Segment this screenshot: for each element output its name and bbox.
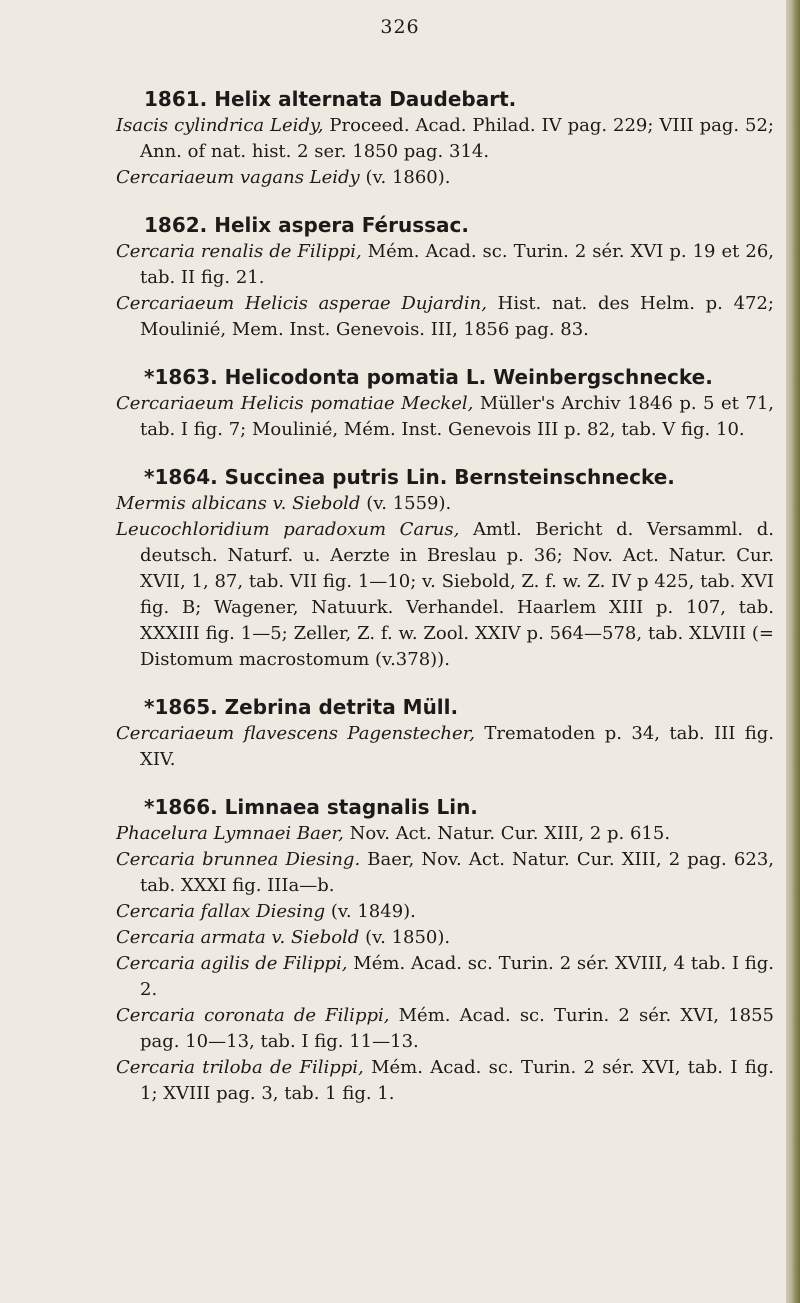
- taxon-name: Cercaria agilis de Filippi,: [116, 953, 348, 974]
- taxon-name: Cercariaeum vagans Leidy: [116, 167, 360, 188]
- reference: [116, 1003, 774, 1055]
- reference: [116, 1055, 774, 1107]
- reference: [116, 239, 774, 291]
- citation: (v. 1849).: [325, 901, 416, 922]
- taxon-name: Cercaria coronata de Filippi,: [116, 1005, 390, 1026]
- entry: [116, 364, 774, 443]
- entry: [116, 694, 774, 773]
- document-body: [116, 86, 774, 1128]
- entry: [116, 86, 774, 191]
- citation: Nov. Act. Natur. Cur. XIII, 2 p. 615.: [343, 823, 671, 844]
- citation: Proceed. Acad. Philad. IV pag. 229; VIII pag. 52; Ann. of nat. hist. 2 ser. 1850 pag. 314.: [140, 115, 774, 162]
- citation: Mém. Acad. sc. Turin. 2 sér. XVI, 1855 pag. 10—13, tab. I fig. 11—13.: [140, 1005, 774, 1052]
- citation: Amtl. Bericht d. Versamml. d. deutsch. Naturf. u. Aerzte in Breslau p. 36; Nov. Act. Natur. Cur. XVII, 1, 87, tab. VII fig. 1—10; v. Siebold, Z. f. w. Z. IV p 425, tab. XVI fig. B; Wagener, Natuurk. Verhandel. Haarlem XIII p. 107, tab. XXXIII fig. 1—5; Zeller, Z. f. w. Zool. XXIV p. 564—578, tab. XLVIII (= Distomum macrostomum (v.378)).: [140, 519, 774, 670]
- entry: [116, 464, 774, 673]
- reference: [116, 951, 774, 1003]
- taxon-name: Phacelura Lymnaei Baer,: [116, 823, 344, 844]
- entry: [116, 794, 774, 1107]
- taxon-name: Cercaria armata v. Siebold: [116, 927, 360, 948]
- entry-heading: *1863. Helicodonta pomatia L. Weinbergschnecke.: [144, 365, 713, 389]
- reference: [116, 291, 774, 343]
- entry-heading: 1861. Helix alternata Daudebart.: [144, 87, 517, 111]
- reference: [116, 925, 774, 951]
- entry: [116, 212, 774, 343]
- taxon-name: Isacis cylindrica Leidy,: [116, 115, 324, 136]
- reference: [116, 391, 774, 443]
- reference: [116, 517, 774, 673]
- reference: [116, 491, 774, 517]
- citation: (v. 1850).: [359, 927, 451, 948]
- citation: Mém. Acad. sc. Turin. 2 sér. XVI p. 19 et 26, tab. II fig. 21.: [140, 241, 774, 288]
- entry-heading: *1866. Limnaea stagnalis Lin.: [144, 795, 478, 819]
- taxon-name: Cercaria brunnea Diesing.: [116, 849, 361, 870]
- page-number: 326: [380, 16, 420, 38]
- citation: Mém. Acad. sc. Turin. 2 sér. XVI, tab. I fig. 1; XVIII pag. 3, tab. 1 fig. 1.: [140, 1057, 774, 1104]
- citation: (v. 1559).: [360, 493, 452, 514]
- citation: Hist. nat. des Helm. p. 472; Moulinié, Mem. Inst. Genevois. III, 1856 pag. 83.: [140, 293, 774, 340]
- taxon-name: Cercariaeum Helicis asperae Dujardin,: [116, 293, 487, 314]
- reference: [116, 847, 774, 899]
- entry-heading: *1865. Zebrina detrita Müll.: [144, 695, 459, 719]
- taxon-name: Cercariaeum Helicis pomatiae Meckel,: [116, 393, 474, 414]
- citation: Mém. Acad. sc. Turin. 2 sér. XVIII, 4 tab. I fig. 2.: [140, 953, 774, 1000]
- taxon-name: Cercariaeum flavescens Pagenstecher,: [116, 723, 476, 744]
- citation: Trematoden p. 34, tab. III fig. XIV.: [140, 723, 774, 770]
- reference: [116, 165, 774, 191]
- taxon-name: Cercaria triloba de Filippi,: [116, 1057, 364, 1078]
- entry-heading: 1862. Helix aspera Férussac.: [144, 213, 469, 237]
- reference: [116, 899, 774, 925]
- taxon-name: Mermis albicans v. Siebold: [116, 493, 361, 514]
- reference: [116, 721, 774, 773]
- citation: Müller's Archiv 1846 p. 5 et 71, tab. I fig. 7; Moulinié, Mém. Inst. Genevois III p. 82, tab. V fig. 10.: [140, 393, 774, 440]
- taxon-name: Cercaria renalis de Filippi,: [116, 241, 362, 262]
- reference: [116, 113, 774, 165]
- taxon-name: Cercaria fallax Diesing: [116, 901, 326, 922]
- reference: [116, 821, 774, 847]
- taxon-name: Leucochloridium paradoxum Carus,: [116, 519, 460, 540]
- citation: (v. 1860).: [359, 167, 451, 188]
- page-edge: [786, 0, 800, 1303]
- entry-heading: *1864. Succinea putris Lin. Bernsteinschnecke.: [144, 465, 675, 489]
- citation: Baer, Nov. Act. Natur. Cur. XIII, 2 pag. 623, tab. XXXI fig. IIIa—b.: [140, 849, 774, 896]
